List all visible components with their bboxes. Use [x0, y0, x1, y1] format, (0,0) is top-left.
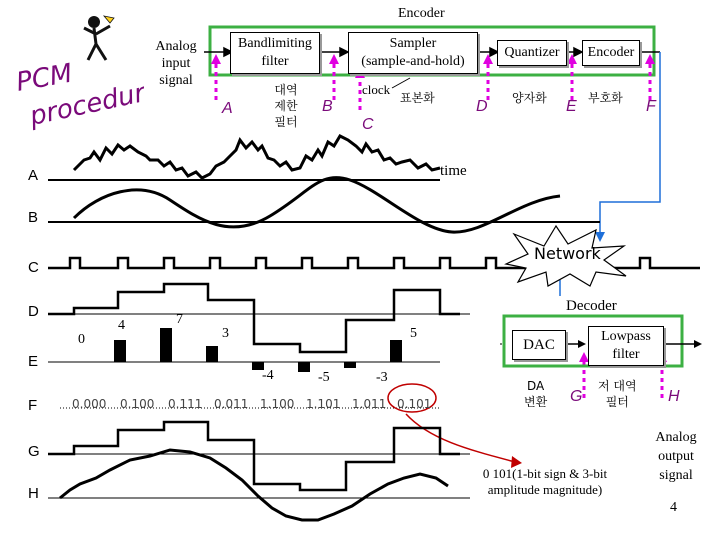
quantizer-box: Quantizer: [497, 40, 567, 66]
analog-output-label: Analog output signal: [655, 430, 697, 483]
page-number: 4: [670, 500, 677, 515]
point-e-label: E: [566, 98, 577, 115]
row-label-b: B: [28, 209, 39, 226]
row-label-h: H: [28, 485, 39, 502]
point-c-label: C: [362, 116, 374, 133]
dac-box: DAC: [512, 330, 566, 360]
waveform-b: [74, 178, 560, 233]
bandlimiting-filter-box: Bandlimiting filter: [230, 32, 320, 74]
kor-filter-label: 저 대역 필터: [598, 379, 637, 409]
pam-bar-7: [344, 362, 356, 368]
sample-value-4: 3: [222, 326, 229, 341]
sample-value-5: -4: [262, 368, 274, 383]
point-g-label: G: [570, 388, 583, 405]
row-label-f: F: [28, 397, 38, 414]
encoder-box: Encoder: [582, 40, 640, 66]
sample-value-2: 4: [118, 318, 125, 333]
clock-label: clock: [362, 82, 391, 97]
code-8: 0.101: [397, 397, 432, 411]
pam-bar-4: [206, 346, 218, 362]
point-d-label: D: [476, 98, 488, 115]
sample-value-1: 0: [78, 332, 85, 347]
sampler-box: Sampler (sample-and-hold): [348, 32, 478, 74]
code-3: 0.111: [168, 397, 203, 411]
row-label-d: D: [28, 303, 39, 320]
row-label-a: A: [28, 167, 39, 184]
pam-bar-8: [390, 340, 402, 362]
row-label-c: C: [28, 259, 39, 276]
analog-input-label: Analog input signal: [155, 39, 197, 88]
code-annotation: 0 101(1-bit sign & 3-bit amplitude magnitude): [482, 466, 608, 497]
point-h-label: H: [668, 388, 680, 405]
code-6: 1.101: [306, 397, 341, 411]
sample-value-3: 7: [176, 312, 183, 327]
pam-bar-2: [114, 340, 126, 362]
network-label: Network: [534, 244, 601, 263]
kor-encode-label: 부호화: [588, 91, 623, 105]
code-4: 0.011: [214, 397, 249, 411]
point-f-label: F: [646, 98, 656, 115]
point-b-label: B: [322, 98, 333, 115]
sample-value-6: -5: [318, 370, 330, 385]
pcm-title-line2: procedure: [27, 74, 144, 132]
row-label-g: G: [28, 443, 40, 460]
pam-bar-6: [298, 362, 310, 372]
pcm-title-line1: PCM: [14, 58, 75, 98]
code-1: 0.000: [72, 397, 107, 411]
sample-value-8: 5: [410, 326, 417, 341]
kor-da-label: DA 변환: [524, 379, 548, 409]
kor-sample-label: 표본화: [400, 91, 435, 105]
row-label-e: E: [28, 353, 39, 370]
decoder-title: Decoder: [566, 298, 617, 314]
code-7: 1.011: [352, 397, 387, 411]
code-5: 1.100: [260, 397, 295, 411]
waveform-a: [74, 136, 440, 178]
sample-value-7: -3: [376, 370, 388, 385]
encoder-title: Encoder: [398, 6, 445, 21]
code-2: 0.100: [120, 397, 155, 411]
point-a-label: A: [222, 100, 233, 117]
time-label: time: [440, 163, 467, 179]
kor-band-label: 대역 제한 필터: [274, 83, 298, 129]
pam-bar-3: [160, 328, 172, 362]
lowpass-filter-box: Lowpass filter: [588, 326, 664, 366]
kor-quant-label: 양자화: [512, 91, 547, 105]
